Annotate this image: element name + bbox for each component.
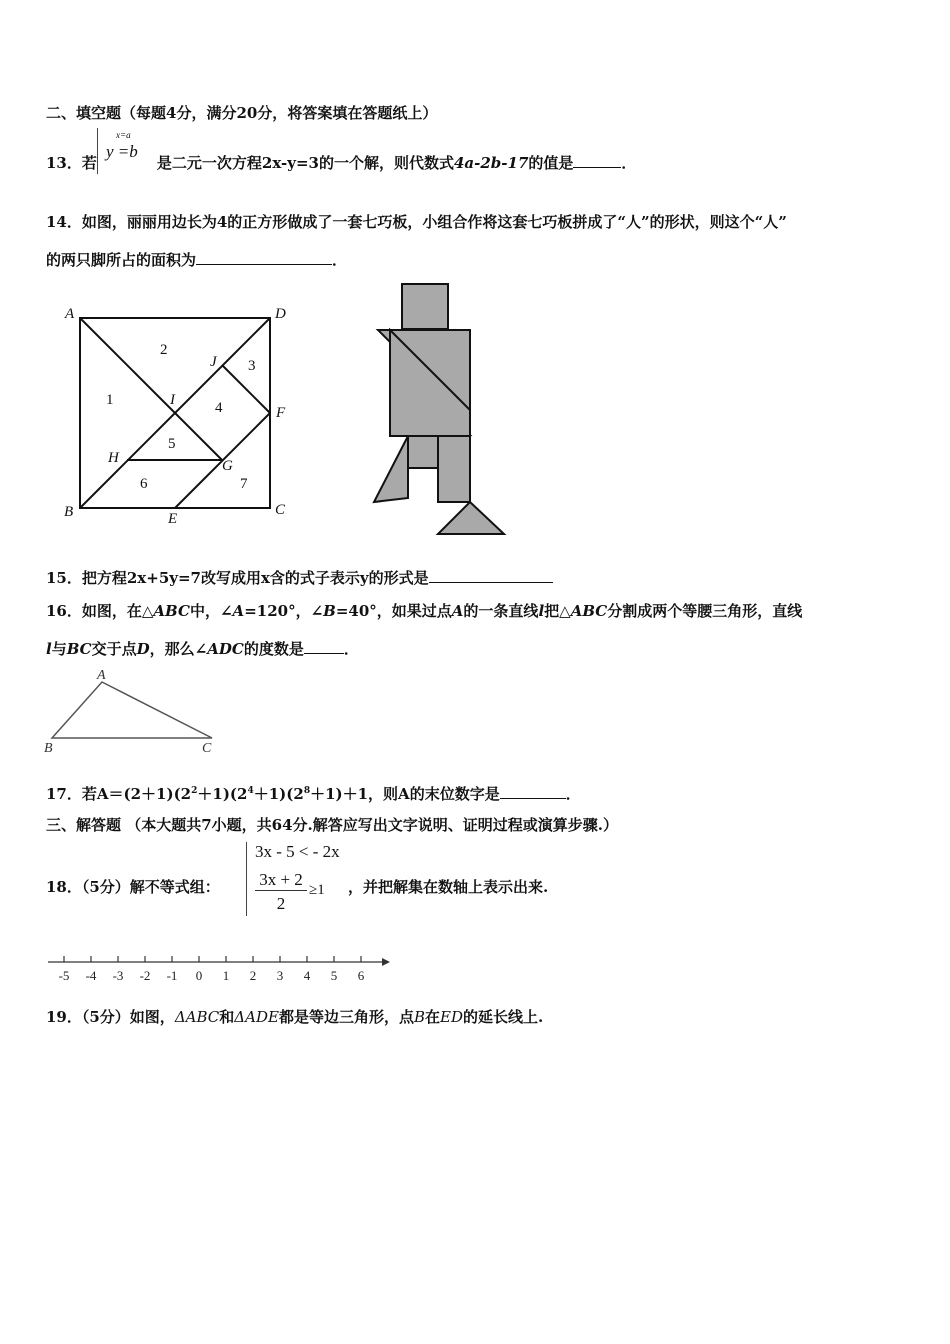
section2-heading: 二、填空题（每题4分，满分20分，将答案填在答题纸上） <box>46 104 438 122</box>
q13-equation-system <box>97 128 150 174</box>
axis-tick-label: 2 <box>249 968 257 983</box>
tri-label-A: A <box>97 668 106 683</box>
tangram-person-figure <box>368 280 510 540</box>
tangram-square-figure <box>60 298 300 530</box>
label-A: A <box>65 306 75 322</box>
line-AG <box>80 318 222 460</box>
q14-text: 的两只脚所占的面积为 <box>46 251 197 269</box>
axis-tick-label: -3 <box>112 968 124 983</box>
question-14-line1: 14．如图，丽丽用边长为4的正方形做成了一套七巧板，小组合作将这套七巧板拼成了“人”的形状，则这个“人” <box>46 213 787 231</box>
piece-6: 6 <box>140 476 148 492</box>
axis-tick-label: -2 <box>139 968 151 983</box>
section3-heading: 三、解答题 （本大题共7小题，共64分.解答应写出文字说明、证明过程或演算步骤.） <box>46 816 618 834</box>
right-leg-piece <box>438 436 470 502</box>
q13-equation: 2x-y=3 <box>261 154 319 172</box>
question-16-line2: l与BC交于点D，那么∠ADC的度数是 ． <box>46 640 359 658</box>
piece-4: 4 <box>215 400 223 416</box>
q15-text: 15．把方程2x+5y=7改写成用x含的式子表示y的形式是 <box>46 569 429 587</box>
axis-tick-label: 5 <box>330 968 338 983</box>
q18-fraction-denominator: 2 <box>276 894 286 913</box>
q18-fraction-numerator: 3x + 2 <box>255 870 307 891</box>
q13-text1: 是二元一次方程 <box>156 154 262 172</box>
label-D: D <box>275 306 286 322</box>
label-B: B <box>64 504 74 520</box>
q13-text3: 的值是 <box>528 154 574 172</box>
label-H: H <box>108 450 119 466</box>
piece-5: 5 <box>168 436 176 452</box>
q13-system-top: x=a <box>116 130 131 140</box>
question-17: 17．若$A=(2+1)(2^2+1)(2^4+1)(2^8+1)+1$，则A的末位数字是 ． <box>46 785 581 803</box>
label-J: J <box>210 354 217 370</box>
label-E: E <box>168 511 178 527</box>
q13-number: 13．若 <box>46 154 97 172</box>
axis-tick-label: 3 <box>276 968 284 983</box>
left-foot-triangle <box>374 436 408 502</box>
axis-tick-label: 6 <box>357 968 365 983</box>
q18-number: 18．（5分）解不等式组： <box>46 878 220 896</box>
axis-tick-label: 4 <box>303 968 311 983</box>
line-JF <box>222 365 270 413</box>
triangle-ABC <box>52 682 212 738</box>
question-15 <box>46 567 553 588</box>
q19-triangle-ABC: ΔABC <box>174 1008 220 1026</box>
label-I: I <box>170 392 175 408</box>
q13-answer-blank[interactable] <box>573 152 621 168</box>
q18-geq: ≥1 <box>309 882 325 898</box>
label-C: C <box>275 502 286 518</box>
head-square <box>402 284 448 329</box>
tri-label-C: C <box>202 741 212 756</box>
right-foot-triangle <box>438 502 504 534</box>
axis-tick-label: -4 <box>85 968 97 983</box>
piece-1: 1 <box>106 392 114 408</box>
q16-triangle-figure <box>40 668 230 756</box>
question-14-line2 <box>46 249 347 270</box>
q18-inequality-1: 3x - 5 < - 2x <box>255 842 340 861</box>
axis-tick-label: -1 <box>166 968 178 983</box>
question-18 <box>46 877 220 897</box>
q13-end: ． <box>621 154 637 172</box>
q18-tail: ，并把解集在数轴上表示出来. <box>348 878 549 896</box>
q14-end: ． <box>332 251 348 269</box>
q13-expression: 4a-2b-17 <box>453 154 529 172</box>
q14-answer-blank[interactable] <box>196 249 332 265</box>
q19-triangle-ADE: ΔADE <box>234 1008 279 1026</box>
axis-tick-label: -5 <box>58 968 70 983</box>
q16-answer-blank[interactable] <box>304 638 344 654</box>
question-19: 19．（5分）如图，ΔABC和ΔADE都是等边三角形，点B在ED的延长线上. <box>46 1008 544 1026</box>
piece-3: 3 <box>248 358 256 374</box>
axis-tick-label: 0 <box>195 968 203 983</box>
q15-answer-blank[interactable] <box>429 567 553 583</box>
piece-2: 2 <box>160 342 168 358</box>
piece-7: 7 <box>240 476 248 492</box>
question-16-line1: 16．如图，在△ABC中，∠A=120°，∠B=40°，如果过点A的一条直线l把△ABC分割成两个等腰三角形，直线 <box>46 602 803 620</box>
q18-inequality-system <box>246 842 357 916</box>
axis-tick-label: 1 <box>222 968 230 983</box>
tri-label-B: B <box>44 741 53 756</box>
label-F: F <box>276 405 286 421</box>
axis-arrow <box>382 958 390 966</box>
q17-answer-blank[interactable] <box>500 783 566 799</box>
label-G: G <box>222 458 233 474</box>
q13-system-bottom: y =b <box>106 142 138 161</box>
q13-text2: 的一个解，则代数式 <box>318 154 454 172</box>
number-line <box>46 950 396 986</box>
